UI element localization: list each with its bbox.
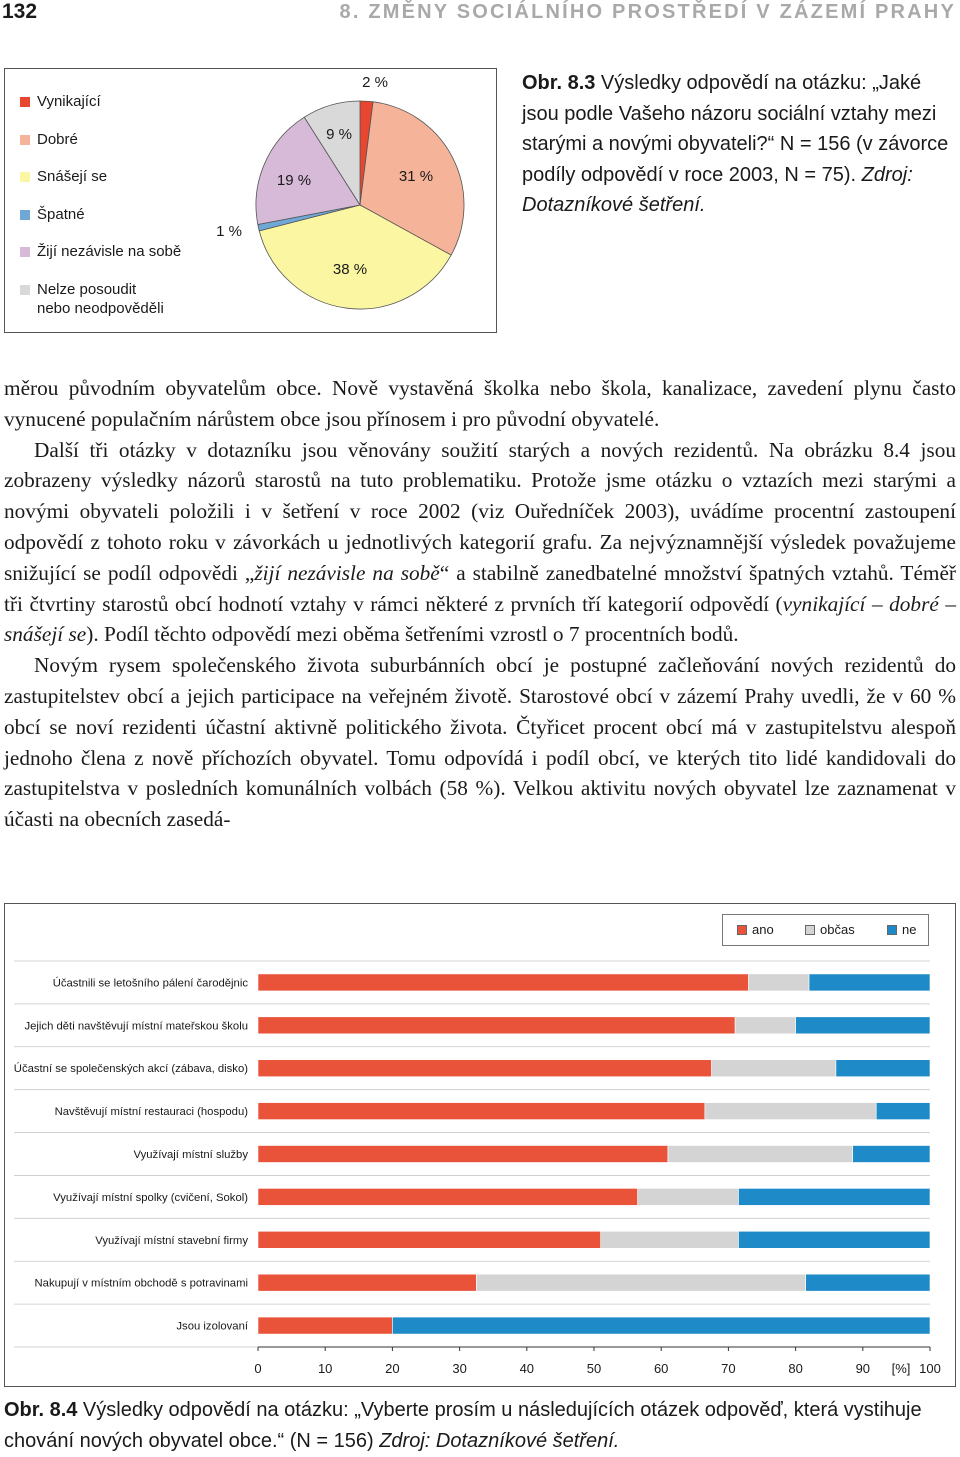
bar-segment-občas <box>638 1188 739 1205</box>
legend-swatch <box>737 925 747 935</box>
caption-label: Obr. 8.4 <box>4 1399 78 1421</box>
paragraph-3: Novým rysem společenského života suburbánních obcí je postupné začleňování nových rezidentů do zastupitelstev obcí a jejich participace na veřejném životě. Starostové obcí v zázemí Prahy uvedli, že v 60 % obcí se noví rezidenti účastní aktivně politického života. Čtyřicet procent obcí má v zastupitelstvu alespoň jednoho člena z nově příchozích obyvatel. Tomu odpovídá i podíl obcí, ve kterých tito lidé kandidovali do zastupitelstva v posledních komunálních volbách (58 %). Velkou aktivitu nových obyvatel lze zaznamenat v účasti na obecních zasedá- <box>4 653 956 832</box>
bar-segment-občas <box>705 1103 876 1120</box>
legend-swatch <box>805 925 815 935</box>
bar-segment-ne <box>392 1317 930 1334</box>
p2-b: “ a stabilně zanedbatelné množství špatných vztahů. Téměř tři čtvrtiny starostů obcí hodnotí vztahy v rámci některé z prvních tří kategorií odpovědí ( <box>4 560 957 616</box>
caption-text: Výsledky odpovědí na otázku: „Jaké jsou podle Vašeho názoru sociální vztahy mezi starými a novými obyvateli?“ N = 156 (v závorce podíly odpovědí v roce 2003, N = 75). <box>522 72 949 186</box>
pie-slice-label: 1 % <box>216 223 242 240</box>
x-unit-label: [%] <box>891 1361 911 1376</box>
category-label: Využívají místní spolky (cvičení, Sokol) <box>53 1191 248 1204</box>
bar-segment-ne <box>836 1060 930 1077</box>
p2-italic-2: vynikající – dobré – snášejí se <box>4 591 956 647</box>
category-label: Účastnili se letošního pálení čarodějnic <box>52 977 248 990</box>
pie-slice-label: 31 % <box>398 168 434 185</box>
x-tick-label: 80 <box>788 1361 803 1376</box>
pie-slice-label: 19 % <box>276 172 312 189</box>
bar-segment-ano <box>258 1231 601 1248</box>
x-tick-label: 40 <box>519 1361 535 1376</box>
bar-segment-ano <box>258 1146 668 1163</box>
category-label: Využívají místní stavební firmy <box>95 1234 248 1247</box>
category-label: Navštěvují místní restauraci (hospodu) <box>54 1106 248 1119</box>
chapter-title: 8. ZMĚNY SOCIÁLNÍHO PROSTŘEDÍ V ZÁZEMÍ PRAHY <box>339 1 956 23</box>
legend-label: Vynikající <box>37 93 101 110</box>
bar-segment-ne <box>738 1188 930 1205</box>
x-tick-label: 100 <box>919 1361 941 1376</box>
legend-swatch <box>887 925 897 935</box>
bar-segment-ano <box>258 1060 712 1077</box>
legend-item-občas <box>805 922 855 937</box>
bar-segment-občas <box>601 1231 739 1248</box>
category-label: Nakupují v místním obchodě s potravinami <box>34 1277 248 1290</box>
x-tick-label: 30 <box>452 1361 467 1376</box>
bar-segment-ne <box>853 1146 930 1163</box>
bar-segment-ano <box>258 974 749 991</box>
legend-label: ano <box>752 922 774 937</box>
bar-segment-ne <box>809 974 930 991</box>
bar-segment-ne <box>738 1231 930 1248</box>
p2-a: Další tři otázky v dotazníku jsou věnovány soužití starých a nových rezidentů. Na obrázku 8.4 jsou zobrazeny výsledky názorů starostů na tuto problematiku. Protože jsme otázku o vztazích mezi starými a novými obyvateli položili i v šetření v roce 2002 (viz Ouředníček 2003), uvádíme procentní zastoupení odpovědí z tohoto roku v závorkách u jednotlivých kategorií grafu. Za nejvýznamnější výsledek považujeme snižující se podíl odpovědi „ <box>4 437 956 585</box>
bar-segment-občas <box>668 1146 853 1163</box>
bar-legend <box>722 914 929 946</box>
paragraph-1: měrou původním obyvatelům obce. Nově vystavěná školka nebo škola, kanalizace, zavedení plynu často vynucené populačním nárůstem obce jsou přínosem i pro původní obyvatelé. <box>4 376 956 431</box>
bar-segment-občas <box>476 1274 805 1291</box>
bar-segment-ano <box>258 1017 735 1034</box>
legend-label: Žijí nezávisle na sobě <box>37 243 182 261</box>
legend-item-ne <box>887 922 916 937</box>
caption-source: Zdroj: Dotazníkové šetření. <box>522 163 913 216</box>
legend-label: Dobré <box>37 130 78 148</box>
caption-source: Zdroj: Dotazníkové šetření. <box>379 1430 620 1452</box>
legend-label: Snášejí se <box>37 168 108 186</box>
bar-segment-občas <box>749 974 809 991</box>
p2-italic-1: žijí nezávisle na sobě <box>254 560 440 585</box>
x-tick-label: 20 <box>385 1361 400 1376</box>
caption-text: Výsledky odpovědí na otázku: „Vyberte prosím u následujících otázek odpověď, která vystihuje chování nových obyvatel obce.“ (N = 156) <box>4 1399 922 1452</box>
bar-segment-ne <box>806 1274 930 1291</box>
bar-segment-ano <box>258 1188 638 1205</box>
p2-c: ). Podíl těchto odpovědí mezi oběma šetřeními vzrostl o 7 procentních bodů. <box>86 622 739 647</box>
legend-label: Nelze posoudit nebo neodpověděli <box>37 281 164 317</box>
x-tick-label: 90 <box>855 1361 871 1376</box>
bar-segment-ne <box>876 1103 930 1120</box>
x-tick-label: 60 <box>653 1361 669 1376</box>
pie-slice-label: 2 % <box>362 74 388 91</box>
category-label: Jsou izolovaní <box>176 1320 248 1333</box>
bar-segment-ano <box>258 1317 392 1334</box>
bar-segment-občas <box>735 1017 795 1034</box>
bar-segment-ano <box>258 1103 705 1120</box>
legend-label: ne <box>902 922 917 937</box>
legend-label: Špatné <box>37 205 85 223</box>
page-number: 132 <box>2 0 38 23</box>
x-tick-label: 0 <box>254 1361 262 1376</box>
legend-label: občas <box>820 922 855 937</box>
caption-label: Obr. 8.3 <box>522 72 596 94</box>
category-label: Využívají místní služby <box>133 1149 248 1161</box>
legend-item-ano <box>737 922 774 937</box>
bar-segment-občas <box>712 1060 836 1077</box>
bar-segment-ano <box>258 1274 476 1291</box>
category-label: Jejich děti navštěvují místní mateřskou školu <box>24 1020 248 1033</box>
pie-slice-label: 38 % <box>332 261 368 278</box>
x-tick-label: 50 <box>586 1361 602 1376</box>
pie-slice-label: 9 % <box>326 126 352 143</box>
bar-segment-ne <box>796 1017 930 1034</box>
category-label: Účastní se společenských akcí (zábava, disko) <box>13 1063 248 1076</box>
figure-8-4-caption <box>4 1395 956 1457</box>
x-tick-label: 70 <box>721 1361 736 1376</box>
x-tick-label: 10 <box>317 1361 333 1376</box>
